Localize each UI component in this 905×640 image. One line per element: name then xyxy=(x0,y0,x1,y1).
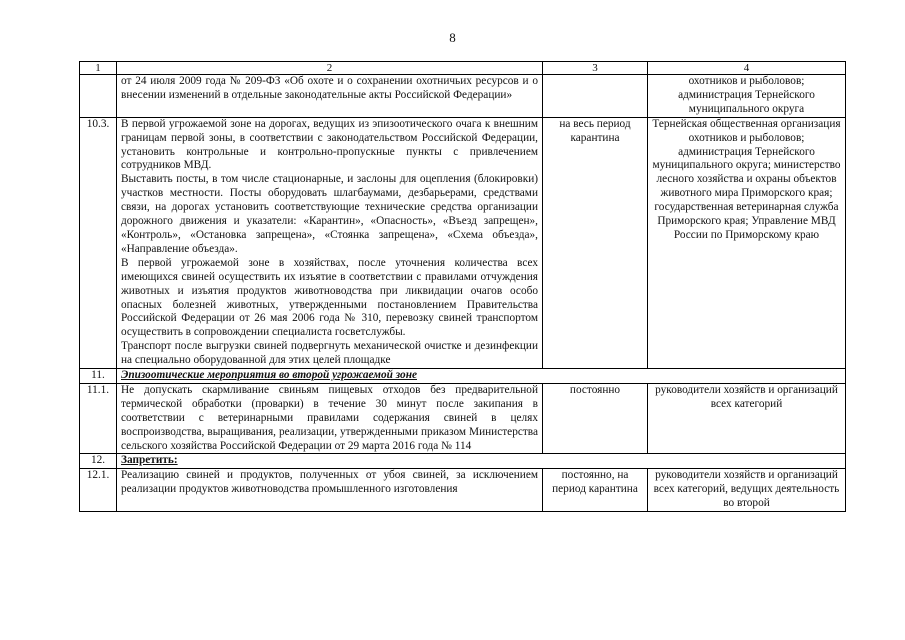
measure-paragraph: Транспорт после выгрузки свиней подвергнуть механической очистке и дезинфекции на специально оборудованной для этих целей площадке xyxy=(121,340,538,367)
period-cell xyxy=(543,75,648,118)
section-row xyxy=(80,454,846,469)
header-col-4: 4 xyxy=(648,62,846,75)
measure-cell xyxy=(117,117,543,368)
section-row xyxy=(80,369,846,384)
period-cell: на весь период карантина xyxy=(543,117,648,368)
measures-table xyxy=(79,61,846,512)
measure-cell xyxy=(117,383,543,454)
measure-paragraph: В первой угрожаемой зоне на дорогах, ведущих из эпизоотического очага к внешним границам первой зоны, в соответствии с законодательством Российской Федерации, установить контрольные и контрольно-пропускные пункты с привлечением сотрудников МВД. xyxy=(121,117,538,172)
measure-paragraph: Реализацию свиней и продуктов, полученных от убоя свиней, за исключением реализации продуктов животноводства промышленного изготовления xyxy=(121,469,538,496)
section-title: Запретить: xyxy=(117,454,846,469)
page-number: 8 xyxy=(449,30,456,45)
section-title: Эпизоотические мероприятия во второй угрожаемой зоне xyxy=(117,369,846,384)
table-row xyxy=(80,75,846,118)
row-number: 10.3. xyxy=(80,117,117,368)
row-number: 12.1. xyxy=(80,469,117,512)
period-cell: постоянно xyxy=(543,383,648,454)
period-cell: постоянно, на период карантина xyxy=(543,469,648,512)
measure-cell xyxy=(117,75,543,118)
measure-paragraph: от 24 июля 2009 года № 209-ФЗ «Об охоте и о сохранении охотничьих ресурсов и о внесении изменений в отдельные законодательные акты Российской Федерации» xyxy=(121,75,538,101)
table-row xyxy=(80,383,846,454)
responsible-cell: руководители хозяйств и организаций всех категорий xyxy=(648,383,846,454)
responsible-cell: руководители хозяйств и организаций всех категорий, ведущих деятельность во второй xyxy=(648,469,846,512)
row-number: 11. xyxy=(80,369,117,384)
responsible-cell: Тернейская общественная организация охотников и рыболовов; администрация Тернейского муниципального округа; министерство лесного хозяйства и охраны объектов животного мира Приморского края; государственная ветеринарная служба Приморского края; Управление МВД России по Приморскому краю xyxy=(648,117,846,368)
measure-paragraph: Не допускать скармливание свиньям пищевых отходов без предварительной термической обработки (проварки) в течение 30 минут после закипания в соответствии с ветеринарными правилами содержания свиней в целях воспроизводства, выращивания, реализации, утвержденными приказом Министерства сельского хозяйства Российской Федерации от 29 марта 2016 года № 114 xyxy=(121,383,538,452)
measure-paragraph: В первой угрожаемой зоне в хозяйствах, после уточнения количества всех имеющихся свиней осуществить их изъятие в соответствии с правилами отчуждения животных и изъятия продуктов животноводства при ликвидации очагов особо опасных болезней животных, утвержденными постановлением Правительства Российской Федерации от 26 мая 2006 года № 310, перевозку свиней транспортом осуществить в сопровождении специалиста госветслужбы. xyxy=(121,256,538,339)
measure-paragraph: Выставить посты, в том числе стационарные, и заслоны для оцепления (блокировки) участков местности. Посты оборудовать шлагбаумами, дезбарьерами, средствами связи, на дорогах установить соответствующие технические средства организации дорожного движения и указатели: «Карантин», «Опасность», «Въезд запрещен», «Контроль», «Остановка запрещена», «Стоянка запрещена», «Схема объезда», «Направление объезда». xyxy=(121,173,538,255)
table-header-row xyxy=(80,62,846,75)
header-col-1: 1 xyxy=(80,62,117,75)
table-row xyxy=(80,469,846,512)
measure-cell xyxy=(117,469,543,512)
header-col-3: 3 xyxy=(543,62,648,75)
header-col-2: 2 xyxy=(117,62,543,75)
responsible-cell: охотников и рыболовов; администрация Тернейского муниципального округа xyxy=(648,75,846,118)
row-number: 12. xyxy=(80,454,117,469)
row-number: 11.1. xyxy=(80,383,117,454)
row-number xyxy=(80,75,117,118)
table-row xyxy=(80,117,846,368)
